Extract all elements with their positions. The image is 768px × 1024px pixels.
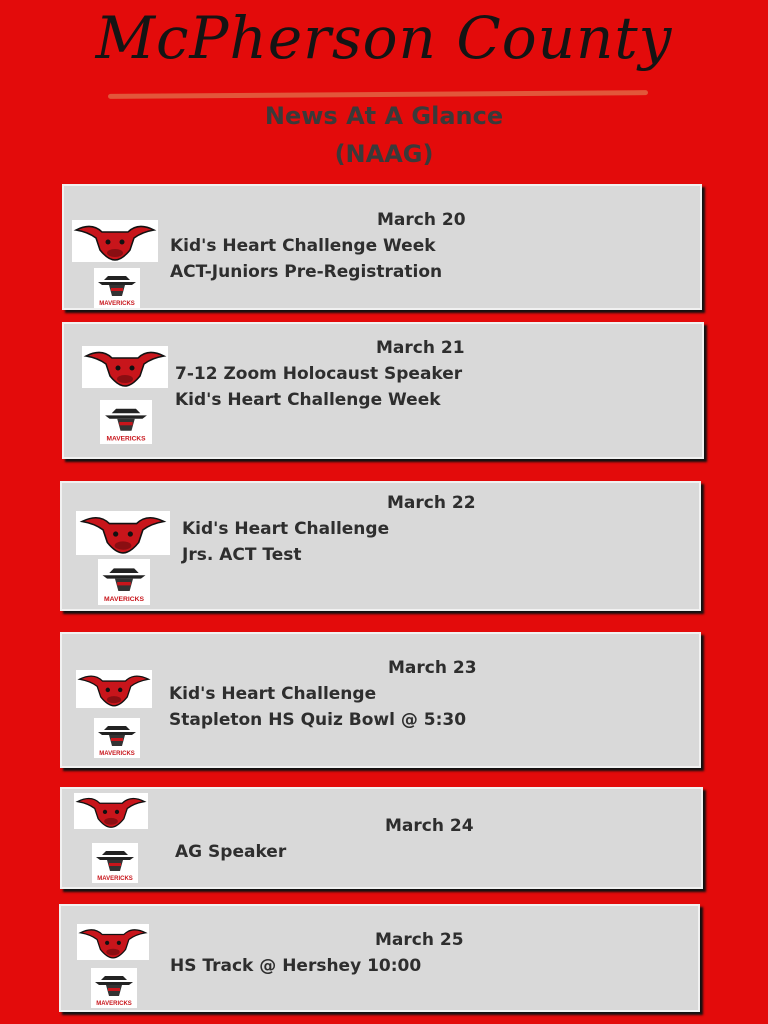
page-title: McPherson County (95, 4, 673, 72)
maverick-mascot-icon (94, 718, 140, 758)
event-item: ACT-Juniors Pre-Registration (170, 262, 443, 282)
svg-text:MAVERICKS: MAVERICKS (103, 596, 145, 604)
event-item: Kid's Heart Challenge (169, 684, 377, 704)
svg-text:MAVERICKS: MAVERICKS (106, 435, 146, 443)
svg-text:MAVERICKS: MAVERICKS (96, 1001, 132, 1007)
event-date: March 20 (377, 210, 466, 230)
event-item: Jrs. ACT Test (182, 545, 302, 565)
svg-text:MAVERICKS: MAVERICKS (99, 301, 135, 307)
event-item: HS Track @ Hershey 10:00 (170, 956, 422, 976)
bull-mascot-icon (72, 220, 158, 262)
bull-mascot-icon (77, 924, 149, 960)
page-subtitle-acronym: (NAAG) (334, 140, 434, 168)
event-date: March 21 (376, 338, 465, 358)
svg-text:MAVERICKS: MAVERICKS (99, 751, 135, 757)
bull-mascot-icon (76, 511, 170, 555)
event-date: March 25 (375, 930, 464, 950)
event-item: Stapleton HS Quiz Bowl @ 5:30 (169, 710, 467, 730)
event-date: March 24 (385, 816, 474, 836)
maverick-mascot-icon (98, 559, 150, 605)
event-date: March 23 (388, 658, 477, 678)
event-item: Kid's Heart Challenge Week (175, 390, 441, 410)
event-card-march-21 (62, 322, 704, 459)
event-card-march-22 (60, 481, 701, 611)
maverick-mascot-icon (92, 843, 138, 883)
event-card-march-20 (62, 184, 702, 310)
maverick-mascot-icon (100, 400, 152, 444)
svg-text:MAVERICKS: MAVERICKS (97, 876, 133, 882)
bull-mascot-icon (82, 346, 168, 388)
event-card-march-23 (60, 632, 701, 768)
bull-mascot-icon (74, 793, 148, 829)
maverick-mascot-icon (94, 268, 140, 308)
page-subtitle: News At A Glance (264, 102, 504, 130)
event-item: 7-12 Zoom Holocaust Speaker (175, 364, 463, 384)
bull-mascot-icon (76, 670, 152, 708)
event-date: March 22 (387, 493, 476, 513)
event-item: Kid's Heart Challenge (182, 519, 390, 539)
event-card-march-24 (60, 787, 703, 889)
title-underline (108, 90, 648, 99)
event-card-march-25 (59, 904, 700, 1012)
maverick-mascot-icon (91, 968, 137, 1008)
event-item: AG Speaker (175, 842, 287, 862)
event-item: Kid's Heart Challenge Week (170, 236, 436, 256)
